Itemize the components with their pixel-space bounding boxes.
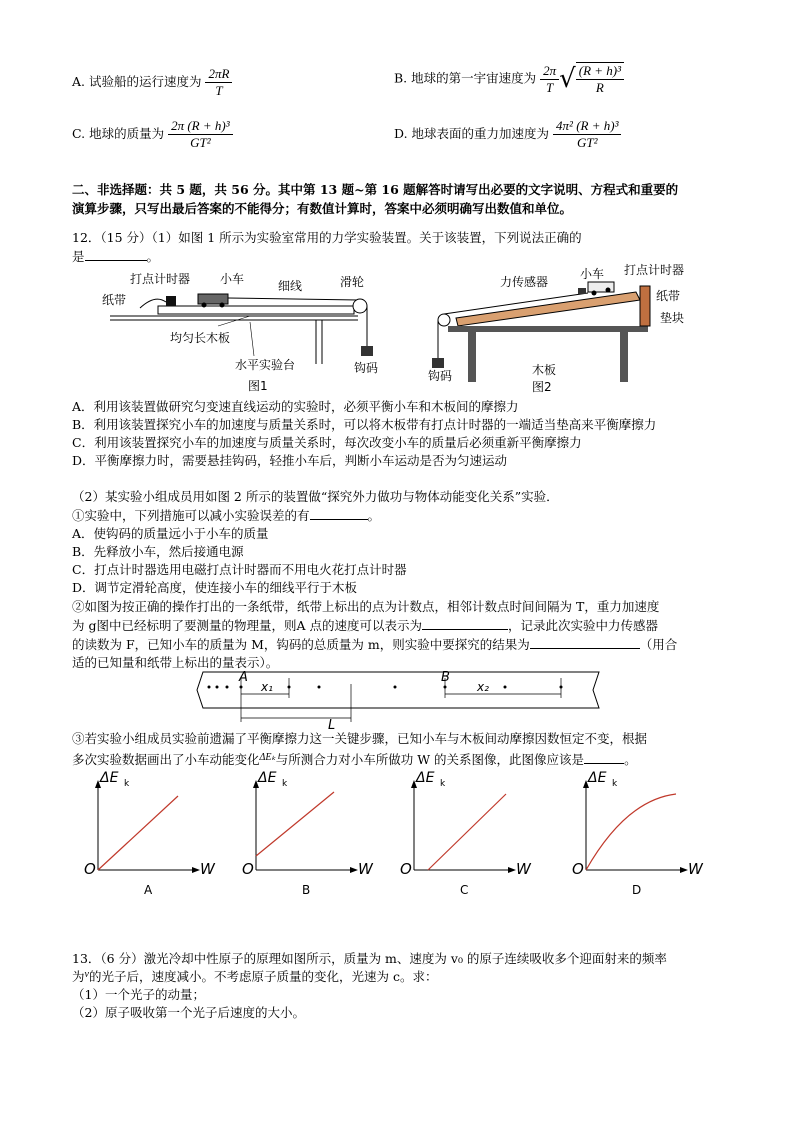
- option-b-coef-den: T: [546, 79, 554, 95]
- tape-dot: [226, 686, 229, 689]
- fig2-label-block: 垫块: [660, 311, 685, 325]
- tape-label-l: L: [328, 718, 336, 730]
- x-axis-label: W: [358, 860, 373, 878]
- option-c: [72, 118, 233, 151]
- x-axis-label: W: [688, 860, 703, 878]
- graph-curve: [428, 794, 506, 870]
- opt2-b: B．先释放小车，然后接通电源: [72, 544, 244, 559]
- board-shape: [158, 306, 354, 314]
- graph-curve: [98, 796, 178, 870]
- cart-shape: [198, 294, 228, 304]
- x-axis-label: W: [200, 860, 215, 878]
- opt1-a: A．利用该装置做研究匀变速直线运动的实验时，必须平衡小车和木板间的摩擦力: [72, 399, 519, 414]
- sub2-line1: ②如图为按正确的操作打出的一条纸带，纸带上标出的点为计数点，相邻计数点时间间隔为 T，重力加速度: [72, 599, 660, 614]
- y-axis-label: ΔE: [258, 770, 277, 786]
- y-axis-subscript: k: [440, 779, 446, 789]
- graph-c: [394, 770, 534, 898]
- option-d: [394, 118, 621, 151]
- graph-letter: A: [144, 883, 153, 897]
- table-leg: [468, 332, 476, 382]
- opt1-d: D．平衡摩擦力时，需要悬挂钩码，轻推小车后，判断小车运动是否为匀速运动: [72, 453, 508, 468]
- answer-blank: [422, 629, 508, 630]
- option-d-denominator: GT²: [576, 135, 598, 150]
- tape-outline: [197, 672, 599, 708]
- sub2-line2-text: 为 g图中已经标明了要测量的物理量，则A 点的速度可以表示为: [72, 618, 422, 633]
- x-axis-arrow: [508, 867, 516, 873]
- y-axis-subscript: k: [124, 779, 130, 789]
- sub3-line2-text: 多次实验数据画出了小车动能变化: [72, 752, 260, 767]
- tape-dot: [504, 686, 507, 689]
- tape-dot: [394, 686, 397, 689]
- option-c-numerator: 2π (R + h)³: [168, 118, 233, 135]
- q13-line1: 13．（6 分）激光冷却中性原子的原理如图所示，质量为 m、速度为 v₀ 的原子连续吸收多个迎面射来的频率: [72, 951, 667, 966]
- section2-line1: 二、非选择题：共 5 题，共 56 分。其中第 13 题~第 16 题解答时请写出必要的文字说明、方程式和重要的: [72, 182, 679, 197]
- graph-options: [78, 770, 718, 900]
- tape-dot: [208, 686, 211, 689]
- q12-line2-end: 。: [146, 249, 160, 264]
- opt2-a: A．使钩码的质量远小于小车的质量: [72, 526, 269, 541]
- paper-tape-figure: [195, 668, 607, 730]
- tape-label-a: A: [239, 670, 248, 685]
- q13-line2: [72, 967, 437, 985]
- q13-item2: （2）原子吸收第一个光子后速度的大小。: [72, 1005, 305, 1020]
- graph-b: [236, 770, 376, 898]
- tape-label-x2: x₂: [477, 680, 489, 694]
- sub1-end: 。: [367, 508, 381, 523]
- q13-item1: （1）一个光子的动量；: [72, 987, 205, 1002]
- opt2-c: C．打点计时器选用电磁打点计时器而不用电火花打点计时器: [72, 562, 407, 577]
- fig1-label-weight: 钩码: [354, 361, 379, 375]
- weight-shape: [432, 358, 444, 368]
- x-axis-arrow: [192, 867, 200, 873]
- figure-1: [100, 264, 390, 394]
- fig2-label-sensor: 力传感器: [500, 275, 549, 289]
- option-b-rad-num: (R + h)³: [576, 63, 624, 80]
- origin-label: O: [400, 860, 412, 878]
- graph-curve: [586, 794, 676, 870]
- fig1-label-tape: 纸带: [102, 293, 127, 307]
- delta-ek-symbol: ΔEₖ: [259, 752, 276, 763]
- q13-line2-a: 为: [72, 969, 85, 984]
- sub2-line2: [72, 616, 658, 634]
- option-a: [72, 66, 232, 99]
- answer-blank: [530, 648, 640, 649]
- q12-line2-text: 是: [72, 249, 85, 264]
- fig1-label-board: 均匀长木板: [170, 331, 231, 345]
- option-b-coef-num: 2π: [540, 63, 559, 80]
- fig2-label-timer: 打点计时器: [624, 263, 685, 277]
- opt1-c: C．利用该装置探究小车的加速度与质量关系时，每次改变小车的质量后必须重新平衡摩擦力: [72, 435, 582, 450]
- q12-line2: [72, 247, 159, 265]
- answer-blank: [310, 519, 368, 520]
- answer-blank: [584, 763, 624, 764]
- option-a-numerator: 2πR: [205, 66, 232, 83]
- opt1-b: B．利用该装置探究小车的加速度与质量关系时，可以将木板带有打点计时器的一端适当垫高来平衡摩擦力: [72, 417, 657, 432]
- tape-label-x1: x₁: [261, 680, 273, 694]
- cart-wheel: [592, 291, 597, 296]
- fig1-label-cart: 小车: [220, 272, 245, 286]
- option-b-rad-den: R: [595, 80, 604, 95]
- nu-symbol: ν: [84, 969, 89, 980]
- fig2-label-board: 木板: [532, 363, 557, 377]
- y-axis-subscript: k: [282, 779, 288, 789]
- fig1-label-pulley: 滑轮: [340, 275, 365, 289]
- fig2-label-tape: 纸带: [656, 289, 681, 303]
- tape-label-b: B: [441, 670, 450, 685]
- sub2-line2-tail: ，记录此次实验中力传感器: [507, 618, 658, 633]
- y-axis-subscript: k: [612, 779, 618, 789]
- graph-letter: B: [302, 883, 311, 897]
- table-leg: [620, 332, 628, 382]
- sub2-line3-tail: （用合: [639, 637, 678, 652]
- origin-label: O: [572, 860, 584, 878]
- sub3-line2-mid: 与所测合力对小车所做功 W 的关系图像，此图像应该是: [275, 752, 585, 767]
- cart-wheel: [202, 303, 207, 308]
- option-d-numerator: 4π² (R + h)³: [553, 118, 621, 135]
- section2-line2: 演算步骤，只写出最后答案的不能得分；有数值计算时，答案中必须明确写出数值和单位。: [72, 201, 573, 216]
- x-axis-arrow: [680, 867, 688, 873]
- graph-letter: D: [632, 883, 642, 897]
- sub2-line3-text: 的读数为 F，已知小车的质量为 M，钩码的总质量为 m，则实验中要探究的结果为: [72, 637, 530, 652]
- y-axis-label: ΔE: [416, 770, 435, 786]
- answer-blank: [85, 260, 147, 261]
- y-axis-label: ΔE: [100, 770, 119, 786]
- graph-d: [566, 770, 706, 898]
- table-top: [448, 326, 648, 332]
- radical-icon: √: [559, 64, 576, 94]
- sub2-line4: 适的已知量和纸带上标出的量表示）。: [72, 655, 279, 670]
- sub1-text: ①实验中，下列措施可以减小实验误差的有: [72, 508, 310, 523]
- origin-label: O: [242, 860, 254, 878]
- sub2-line3: [72, 635, 677, 653]
- cart-wheel: [606, 288, 611, 293]
- q13-line2-b: 的光子后，速度减小。不考虑原子质量的变化，光速为 c。求：: [88, 969, 438, 984]
- timer-shape: [166, 296, 176, 306]
- pointer-line: [218, 316, 250, 326]
- fig2-caption: 图2: [532, 380, 552, 394]
- weight-shape: [361, 346, 373, 356]
- fig1-caption: 图1: [248, 379, 268, 393]
- figure-2: [428, 262, 698, 394]
- part2-intro: （2）某实验小组成员用如图 2 所示的装置做“探究外力做功与物体动能变化关系”实验．: [72, 489, 559, 504]
- x-axis-arrow: [350, 867, 358, 873]
- sub1: [72, 506, 380, 524]
- pulley-shape: [353, 299, 367, 313]
- option-b-text: B. 地球的第一宇宙速度为: [394, 70, 537, 86]
- graph-a: [78, 770, 218, 898]
- block-shape: [640, 286, 650, 326]
- tape-dot: [216, 686, 219, 689]
- tape-dot: [318, 686, 321, 689]
- sub3-line1: ③若实验小组成员实验前遗漏了平衡摩擦力这一关键步骤，已知小车与木板间动摩擦因数恒定不变，根据: [72, 731, 648, 746]
- fig2-label-cart: 小车: [580, 267, 605, 281]
- cart-wheel: [220, 303, 225, 308]
- option-a-denominator: T: [215, 83, 223, 98]
- sub3-line2-end: 。: [624, 752, 637, 767]
- sub3-line2: [72, 750, 637, 768]
- origin-label: O: [84, 860, 96, 878]
- fig2-label-weight: 钩码: [428, 369, 453, 383]
- graph-letter: C: [460, 883, 469, 897]
- option-c-text: C. 地球的质量为: [72, 126, 165, 141]
- option-c-denominator: GT²: [190, 135, 211, 150]
- sensor-shape: [578, 288, 586, 294]
- q12-line1: 12．（15 分）（1）如图 1 所示为实验室常用的力学实验装置。关于该装置，下列说法正确的: [72, 230, 582, 245]
- option-b: [394, 62, 624, 96]
- y-axis-label: ΔE: [588, 770, 607, 786]
- fig1-label-table: 水平实验台: [235, 358, 296, 372]
- string-line: [228, 298, 358, 300]
- option-d-text: D. 地球表面的重力加速度为: [394, 126, 550, 141]
- graph-curve: [256, 792, 334, 856]
- opt2-d: D．调节定滑轮高度，使连接小车的细线平行于木板: [72, 580, 358, 595]
- inclined-board-shape: [456, 292, 640, 326]
- option-a-text: A. 试验船的运行速度为: [72, 74, 202, 89]
- fig1-label-timer: 打点计时器: [130, 272, 191, 286]
- fig1-label-string: 细线: [278, 279, 303, 293]
- x-axis-label: W: [516, 860, 531, 878]
- pulley-shape: [438, 314, 450, 326]
- pointer-line: [250, 322, 254, 356]
